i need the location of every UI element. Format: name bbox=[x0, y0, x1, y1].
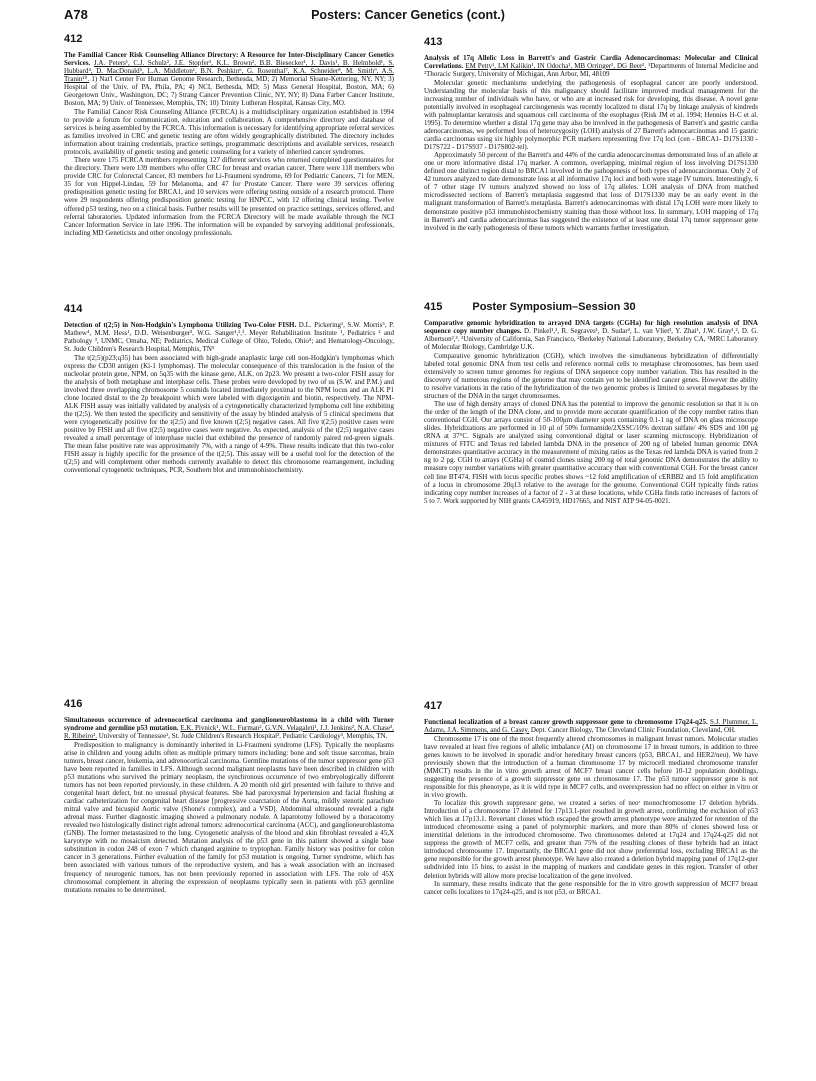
abstract-paragraph: To localize this growth suppressor gene, we created a series of neoʳ monochromosome 17 deletion hybrids. Introduction of a chromosome 17 deleted for 17p13.1-pter resulted in growth arrest, confirming the exclusion of p53 which lies at 17p13.1. Revertant clones which escaped the growth arrest phenotype were analyzed for retention of the introduced chromosome using a panel of polymorphic markers, and more than 80% of clones showed loss or interstitial deletions in the introduced chromosome. Two chromosomes deleted at 17q24 and 17q24-q25 did not suppress the growth of MCF7 cells, and greater than 75% of the resulting clones of these hybrids had an intact introduced chromosome 17. Importantly, the BRCA1 gene did not show preferential loss, excluding BRCA1 as the gene responsible for the growth arrest phenotype. We have also created a deletion hybrid mapping panel of 17q12-qter subdivided into 15 bins, to assist in the mapping of markers and candidate genes in this region. Transfer of other deletion hybrids will allow more precise localization of the gene involved. bbox=[424, 799, 758, 880]
abstract-412 bbox=[64, 33, 394, 237]
abstract-number-text: 415 bbox=[424, 301, 443, 313]
abstract-paragraph: There were 175 FCRCA members representing 127 different services who returned completed questionnaires for the directory. There were 139 members who offer CRC for breast and ovarian cancer. There were 118 members who provide CRC for Colorectal Cancer, 83 members for Li-Fraumeni syndrome, 69 for Pediatric Cancers, 71 for MEN, 35 for von Hippel-Lindau, 59 for Melanoma, and 47 for Prostate Cancer. There were 39 services offering predisposition genetic testing for BRCA1, and 10 services were offering testing outside of a research protocol. There were 29 respondents offering predisposition genetic testing for HNPCC, with 12 offering clinical testing. Twelve offered p53 testing, two on a clinical basis. Further results will be presented on practice settings, services offered, and referral laboratories. Updated information from the FCRCA Directory will be made available through the NCI Cancer Information Service in late 1996. The information will be expanded by surveying additional professionals, including MD Geneticists and other oncology professionals. bbox=[64, 156, 394, 237]
abstract-title: The Familial Cancer Risk Counseling Alliance Directory: A Resource for Inter-Disciplinary Cancer Genetics Services. bbox=[64, 50, 394, 67]
abstract-heading bbox=[424, 54, 758, 78]
abstract-number-text: 414 bbox=[64, 303, 83, 315]
session-label: Poster Symposium–Session 30 bbox=[472, 301, 636, 313]
abstract-authors: EM Petty¹, LM Kalikin¹, IN Odocha¹, MB Orringer², DG Beer². bbox=[465, 61, 647, 70]
abstract-authors: J.A. Peters¹, C.J. Schulz², J.E. Stopfer³, K.L. Brown², B.B. Biesecker¹, J. Davis¹, B. Helmbold¹, S. Hubbard⁴, D. MacDonald⁵, L.A. Middleton¹, B.N. Peshkin⁶, G. Rosenthal⁷, K.A. Schneider⁸, M. Smith⁹, A.S. Tranin¹⁰. bbox=[64, 58, 394, 83]
abstract-number-text: 417 bbox=[424, 700, 443, 712]
abstract-title: Simultaneous occurrence of adrenocortical carcinoma and ganglioneuroblastoma in a child with Turner syndrome and germline p53 mutation. bbox=[64, 715, 394, 732]
abstract-paragraph: Predisposition to malignancy is dominantly inherited in Li-Fraumeni syndrome (LFS). Typically the neoplasms arise in children and young adults often as multiple primary tumors including: bone and soft tissue sarcomas, brain tumors, breast cancer, leukemia, and adrenocortical carcinoma. Germline mutations of the tumor suppressor gene p53 have been reported in families in LFS. Although second malignant neoplasms have been described in children with p53 mutations who survived the primary neoplasm, the synchronous occurrence of two embryologically different tumors has not been reported previously, in these children. A 20 month old girl presented with failure to thrive and congenital heart defect, but no unusual physical features. She had paroxysmal hypertension and facial flushing at cardiac catheterization for congenital heart disease [progressive coarctation of the Aorta, mildly stenotic parachute mitral valve and bicuspid Aortic valve (Shone's complex), and a VSD]. Abdominal ultrasound revealed a right adrenal mass. Further diagnostic imaging showed a pulmonary nodule. A laparotomy followed by a thoracotomy revealed two histologically distinct right adrenal tumors: adrenocortical carcinoma (ACC), and ganglioneuroblastoma (GNB). The former metastasized to the lung. Cytogenetic analysis of the blood and skin fibroblast revealed a 45,X karyotype with no mosaicism detected. Mutation analysis of the p53 gene in this patient showed a single base substitution in codon 248 of exon 7 which changed arginine to tryptophan. Family history was positive for colon cancer in 3 generations. Further evaluation of the family for p53 mutation is ongoing. Turner syndrome, which has been associated with various tumors of the reproductive system, and has a weak association with an increased frequency of neurogenic tumors, has not been previously reported in association with LFS. The role of 45X chromosomal complement in altering the expression of neoplasms typically seen in patients with p53 germline mutations remains to be determined. bbox=[64, 740, 394, 894]
abstract-title: Comparative genomic hybridization to arrayed DNA targets (CGHa) for high resolution analysis of DNA sequence copy number changes. bbox=[424, 318, 758, 335]
abstract-affiliations: ¹Departments of Internal Medicine and ²Thoracic Surgery, University of Michigan, Ann Arbor, MI, 48109 bbox=[424, 61, 758, 78]
abstract-number bbox=[424, 36, 758, 49]
abstract-417 bbox=[424, 700, 758, 896]
section-title: Posters: Cancer Genetics (cont.) bbox=[311, 8, 505, 22]
abstract-number bbox=[64, 33, 394, 46]
abstract-authors: E.K. Pivnick¹, W.L. Furman², G.V.N. Velagaleti¹, J.J. Jenkins², N.A. Chase³, R. Ribeiro². bbox=[64, 723, 394, 740]
abstract-number-text: 416 bbox=[64, 698, 83, 710]
abstract-number-text: 413 bbox=[424, 36, 443, 48]
abstract-affiliations: 1) Nat'l Center For Human Genome Research, Bethesda, MD; 2) Memorial Sloane-Kettering, NY, NY; 3) Hospital of the Univ. of PA, Phila, PA; 4) NCI, Bethesda, MD; 5) Mass General Hospital, Boston, MA; 6) Georgetown Univ., Washington, DC; 7) Strang Cancer Prevention Clinic, NY, NY; 8) Dana Farber Cancer Institute, Boston, MA; 9) Univ. of Tennessee, Memphis, TN; 10) Trinity Lutheran Hospital, Kansas City, MO. bbox=[64, 74, 395, 107]
abstract-affiliations: Dept. Cancer Biology, The Cleveland Clinic Foundation, Cleveland, OH. bbox=[530, 725, 736, 734]
abstract-heading bbox=[64, 321, 394, 353]
abstract-416 bbox=[64, 698, 394, 894]
abstract-heading bbox=[64, 716, 394, 740]
abstract-heading bbox=[64, 51, 394, 107]
abstract-number-text: 412 bbox=[64, 33, 83, 45]
abstract-paragraph: The Familial Cancer Risk Counseling Alliance (FCRCA) is a multidisciplinary organization established in 1994 to provide a forum for communication, education and collaboration. A comprehensive directory and database of services is being assembled by the FCRCA. This information is necessary for identifying appropriate referral services as families involved in CRC and genetic testing are often widely geographically distributed. The directory includes information about training credentials, practice settings, programmatic descriptions and available services, research protocols, availability of genetic testing and genetic counseling for a variety of inherited cancer syndromes. bbox=[64, 107, 394, 157]
abstract-title: Functional localization of a breast cancer growth suppressor gene to chromosome 17q24-q25. bbox=[424, 717, 708, 726]
abstract-number bbox=[424, 700, 758, 713]
abstract-paragraph: In summary, these results indicate that the gene responsible for the in vitro growth suppression of MCF7 breast cancer cells localizes to 17q24-q25, and is not p53, or BRCA1. bbox=[424, 879, 758, 896]
abstract-title: Analysis of 17q Allelic Loss in Barrett's and Gastric Cardia Adenocarcinomas: Molecular and Clinical Correlations. bbox=[424, 53, 758, 70]
abstract-affiliations: Meyer Rehabilitation Institute ¹, Pediatrics ² and Pathology ³, UNMC, Omaha, NE; Pediatrics, Medical College of Ohio, Toledo, Ohio⁴; and Hematology-Oncology, St. Jude Children's Research Hospital, Memphis, TN⁵ bbox=[64, 328, 394, 353]
abstract-title: Detection of t(2;5) in Non-Hodgkin's Lymphoma Utilizing Two-Color FISH. bbox=[64, 320, 297, 329]
abstract-affiliations: University of Tennessee¹, St. Jude Children's Research Hospital², Pediatric Cardiology³, Memphis, TN. bbox=[98, 731, 388, 740]
abstract-413 bbox=[424, 36, 758, 232]
abstract-authors: D.L. Pickering¹, S.W. Morris⁵, P. Mathew⁴, M.M. Hess¹, D.D. Weisenburger³, W.G. Sanger¹,²,³. bbox=[64, 320, 395, 337]
page-number: A78 bbox=[64, 7, 88, 22]
abstract-authors: D. Pinkel¹,², R. Segraves¹, D. Sudar², L. van Vliet³, Y. Zhai¹, J.W. Gray¹,², D. G. Albertson²,³. bbox=[424, 326, 759, 343]
abstract-number bbox=[64, 303, 394, 316]
abstract-paragraph: Approximately 50 percent of the Barrett's and 44% of the cardia adenocarcinomas demonstrated loss of an allele at one or more informative distal 17q marker. A common, overlapping, minimal region of loss involving D17S1330 defined one distinct region distal to BRCA1 involved in the pathogenesis of both types of adenocarcinomas. Only 2 of 42 tumors analyzed to date demonstrate loss at all informative 17q loci and both were stage IV tumors. Interestingly, 6 of 7 other stage IV tumors analyzed showed no loss of 17q alleles. LOH analysis of DNA from matched microdissected sections of Barrett's metaplasia suggested that loss of D17S1330 may be an early event in the malignant transformation of Barrett's metaplasia. Barrett's adenocarcinomas with distal 17q LOH were more likely to demonstrate positive p53 immunohistochemistry staining than those without loss. In summary, LOH mapping of 17q in Barrett's and cardia adenocarcinomas has suggested the existence of at least one distal 17q tumor suppressor gene involved in the early pathogenesis of these tumors which warrants further investigation. bbox=[424, 151, 758, 232]
abstract-paragraph: Molecular genetic mechanisms underlying the pathogenesis of esophageal cancer are poorly understood. Understanding the molecular basis of this malignancy should facilitate improved medical management for the increasing number of individuals who have, or who are at increased risk for developing, this disease. A novel gene potentially involved in esophageal carcinogenesis was recently localized to distal 17q by linkage analysis of kindreds with palmoplantar keratosis and squamous cell carcinoma of the esophagus (Risk JM et al. 1994; Hennies H-C et al. 1995). To determine whether a distal 17q gene may also be involved in the pathogenesis of Barrett's and gastric cardia adenocarcinomas, we performed loss of heterozygosity (LOH) analysis of 27 Barrett's adenocarcinomas and 15 gastric cardia carcinomas using six highly polymorphic PCR markers representing five 17q loci (cen - BRCA1- D17S1330 - D17S722 - D17S937 - D17S802-tel). bbox=[424, 78, 758, 152]
abstract-414 bbox=[64, 303, 394, 475]
abstract-paragraph: The use of high density arrays of cloned DNA has the potential to improve the genomic resolution so that it is on the order of the length of the DNA clone, and to provide more accurate quantification of the copy number ratios than conventional CGH. Our arrays consist of 50-100μm diameter spots containing 0.1-1 ng of DNA on glass microscope slides. Hybridizations are performed in 10 μl of 50% formamide/2XSSC/10% dextran sulfate/ 4% SDS and 100 μg tRNA at 37°C. Signals are analyzed using conventional digital or laser scanning microscopy. Hybridization of mixtures of FITC and Texas red labeled lambda DNA in the presence of 200 ng of labeled human genomic DNA demonstrates quantitative accuracy in the measurement of mixing ratios as the Texas red lambda DNA is varied from 2 ng to 2 pg. CGH to arrays (CGHa) of cosmid clones using 200 ng of total genomic DNA demonstrates the ability to measure copy number variations with greater quantitative accuracy than with conventional CGH. For the breast cancer cell line BT474, FISH with locus specific probes shows ~12 fold amplification of cERBB2 and 15 fold amplification of a locus in chromosome 20q13 relative to the average for the genome. Conventional CGH typically finds ratios indicating copy number increases of a factor of 2 - 3 at these locations, while CGHa finds ratio increases of factors of 5 to 7. Work supported by NIH grants CA45919, HD17665, and NIST ATP 94-05-0021. bbox=[424, 400, 758, 505]
abstract-authors: S.J. Plummer, L. Adams, J.A. Simmons, and G. Casey. bbox=[424, 717, 758, 734]
abstract-number bbox=[64, 698, 394, 711]
abstract-heading bbox=[424, 319, 758, 351]
abstract-paragraph: Chromosome 17 is one of the most frequently altered chromosomes in malignant breast tumors. Molecular studies have revealed at least five regions of allelic imbalance (AI) on chromosome 17 in breast tumors, in addition to three genes known to be involved in sporadic and/or hereditary breast cancers (p53, BRCA1, and HER2/neu). We have previously shown that the introduction of a human chromosome 17 by microcell mediated chromosome transfer (MMCT) results in the in vitro growth arrest of MCF7 breast cancer cells before 10-12 population doublings, suggesting the presence of a growth suppressor gene on chromosome 17. The p53 tumor suppressor gene is not responsible for this phenotype, as it is wild type in MCF7 cells, and overexpression had no effect on either in vitro or in vivo growth. bbox=[424, 734, 758, 800]
abstract-heading bbox=[424, 718, 758, 734]
abstract-paragraph: Comparative genomic hybridization (CGH), which involves the simultaneous hybridization of differentially labeled total genomic DNA from test cells and reference normal cells to metaphase chromosomes, has been used extensively to screen tumor genomes for regions of DNA sequence copy number variation. This has resulted in the discovery of numerous regions of the genome that may contain yet to be identified cancer genes. However the ability to resolve variations in the ratio of the hybridization of the two genomic probes is limited to several megabases by the structure of the DNA in the target chromosomes. bbox=[424, 351, 758, 401]
abstract-415 bbox=[424, 301, 758, 505]
abstract-number bbox=[424, 301, 758, 314]
abstract-affiliations: ¹University of California, San Francisco, ²Berkeley National Laboratory, Berkeley CA, ³MRC Laboratory of Molecular Biology, Cambridge U.K. bbox=[424, 334, 758, 351]
abstract-paragraph: The t(2;5)(p23;q35) has been associated with high-grade anaplastic large cell non-Hodgkin's lymphomas which express the CD30 antigen (Ki-1 lymphomas). The molecular consequence of this translocation is the fusion of the nucleolar protein gene, NPM, on 5q35 with the kinase gene, ALK, on 2p23. We present a two-color FISH assay for the analysis of both metaphase and interphase cells. These probes were developed by two of us (S.W. and P.M.) and involved three overlapping chromosome 5 cosmids located immediately proximal to the NPM locus and an ALK P1 clone located distal to the 2p breakpoint which were labeled with digoxigenin and biotin, respectively. The NPM-ALK FISH assay was initially validated by analysis of a cytogenetically characterized lymphoma cell line exhibiting the t(2;5). We then tested the specificity and sensitivity of the assay by blinded analysis of 5 clinical specimens that were cytogenetically positive for the t(2;5) and five known t(2;5) negative cases. All five t(2;5) positive cases were positive by FISH and all five t(2;5) negative cases were negative. As expected, analysis of the t(2;5) negative cases revealed a small percentage of interphase nuclei that exhibited the presence of randomly paired red-green signals. The mean false positive rate was approximately 7%, with a range of 4-9%. These results indicate that this two-color FISH assay is highly specific for the presence of the t(2;5). This assay will be a useful tool for the detection of the t(2;5) and will complement other methods currently available to detect this chromosome rearrangement, including conventional cytogenetic techniques, PCR, Southern blot and immunohistochemistry. bbox=[64, 353, 394, 475]
